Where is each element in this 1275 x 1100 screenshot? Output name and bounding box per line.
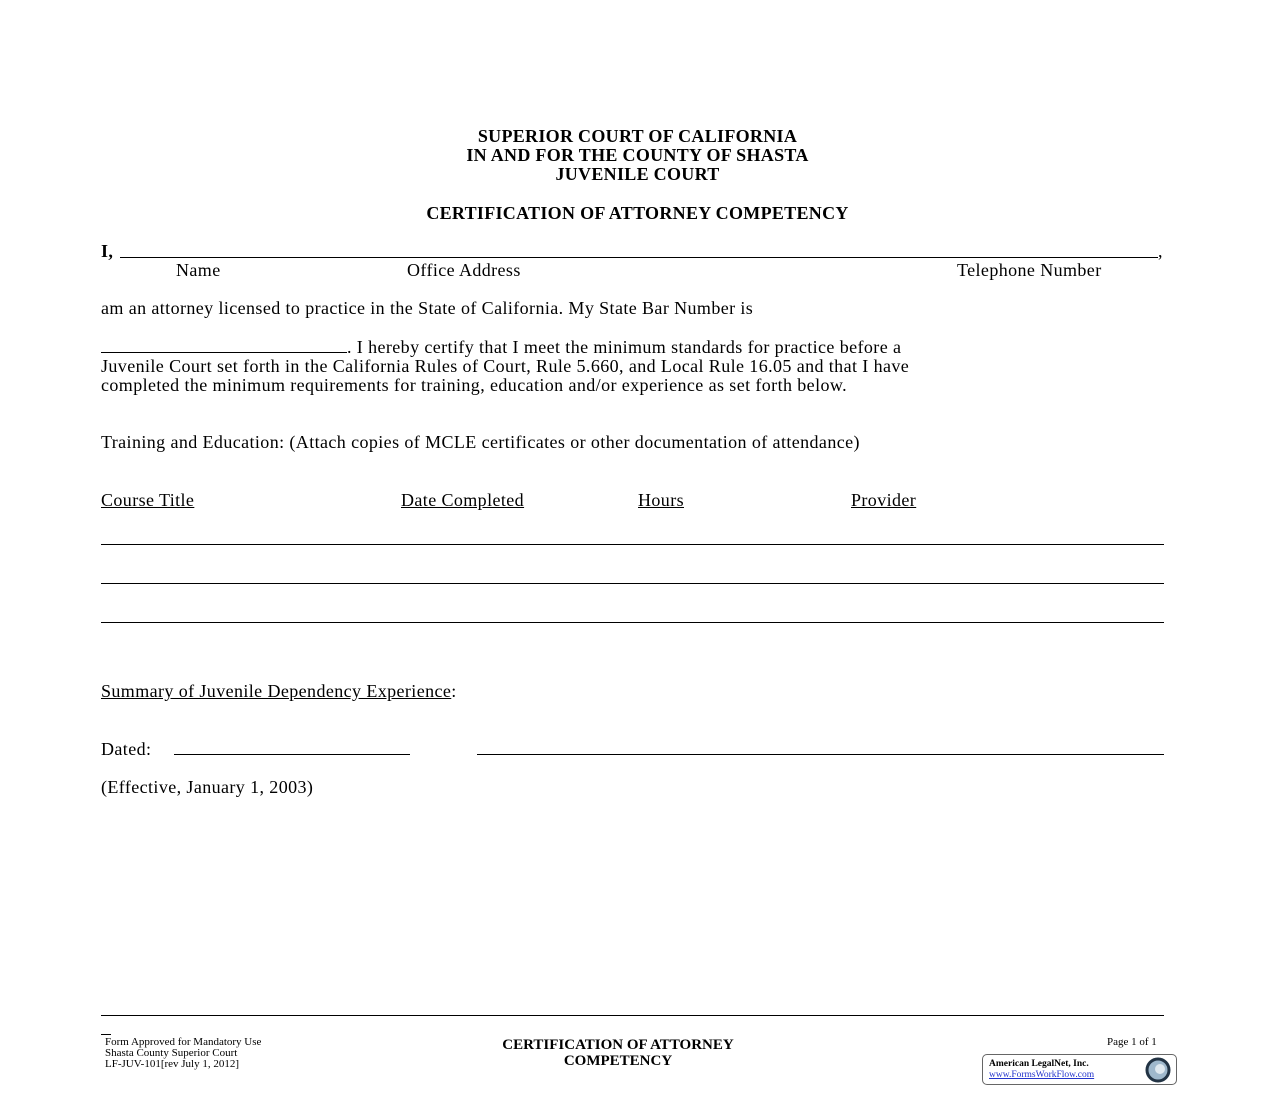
intro-prefix: I, bbox=[101, 241, 114, 261]
certify-text-2: Juvenile Court set forth in the California Rules of Court, Rule 5.660, and Local Rule 16.05 and that I have bbox=[101, 356, 910, 376]
label-office-address: Office Address bbox=[407, 260, 521, 280]
globe-icon bbox=[1145, 1057, 1171, 1083]
dated-label: Dated: bbox=[101, 739, 152, 759]
column-hours: Hours bbox=[638, 490, 684, 510]
summary-colon: : bbox=[451, 681, 457, 701]
court-name: SUPERIOR COURT OF CALIFORNIA bbox=[477, 126, 798, 146]
course-entry-line[interactable] bbox=[101, 544, 1164, 545]
footer-form-number: LF-JUV-101[rev July 1, 2012] bbox=[105, 1058, 240, 1070]
license-statement: am an attorney licensed to practice in the State of California. My State Bar Number is bbox=[101, 298, 754, 318]
label-name: Name bbox=[176, 260, 221, 280]
label-telephone: Telephone Number bbox=[957, 260, 1102, 280]
summary-label: Summary of Juvenile Dependency Experience bbox=[101, 681, 452, 701]
logo-url-link[interactable]: www.FormsWorkFlow.com bbox=[989, 1070, 1095, 1080]
name-address-phone-field[interactable] bbox=[120, 257, 1158, 258]
signature-field[interactable] bbox=[477, 754, 1164, 755]
footer-title-line2: COMPETENCY bbox=[563, 1053, 673, 1069]
footer-approval: Form Approved for Mandatory Use bbox=[105, 1036, 262, 1048]
intro-suffix: , bbox=[1158, 241, 1163, 261]
footer-divider bbox=[101, 1015, 1164, 1016]
form-title: CERTIFICATION OF ATTORNEY COMPETENCY bbox=[426, 203, 849, 223]
certify-text-1: . I hereby certify that I meet the minimum standards for practice before a bbox=[347, 337, 902, 357]
effective-date: (Effective, January 1, 2003) bbox=[101, 777, 314, 797]
state-bar-number-field[interactable] bbox=[101, 352, 347, 353]
court-division: JUVENILE COURT bbox=[555, 164, 720, 184]
column-course-title: Course Title bbox=[101, 490, 195, 510]
county-name: IN AND FOR THE COUNTY OF SHASTA bbox=[466, 145, 809, 165]
date-field[interactable] bbox=[174, 754, 410, 755]
summary-heading bbox=[101, 681, 457, 702]
footer-mark bbox=[101, 1034, 111, 1035]
column-provider: Provider bbox=[851, 490, 917, 510]
footer-title-line1: CERTIFICATION OF ATTORNEY bbox=[502, 1037, 734, 1053]
american-legalnet-logo[interactable] bbox=[982, 1054, 1177, 1085]
training-heading: Training and Education: (Attach copies of MCLE certificates or other documentation of attendance) bbox=[101, 432, 860, 452]
course-entry-line[interactable] bbox=[101, 622, 1164, 623]
certify-text-3: completed the minimum requirements for training, education and/or experience as set forth below. bbox=[101, 375, 847, 395]
page-number: Page 1 of 1 bbox=[1107, 1036, 1157, 1048]
logo-company: American LegalNet, Inc. bbox=[989, 1059, 1089, 1069]
footer-title bbox=[418, 1037, 818, 1069]
column-date-completed: Date Completed bbox=[401, 490, 525, 510]
course-entry-line[interactable] bbox=[101, 583, 1164, 584]
footer-court: Shasta County Superior Court bbox=[105, 1047, 238, 1059]
